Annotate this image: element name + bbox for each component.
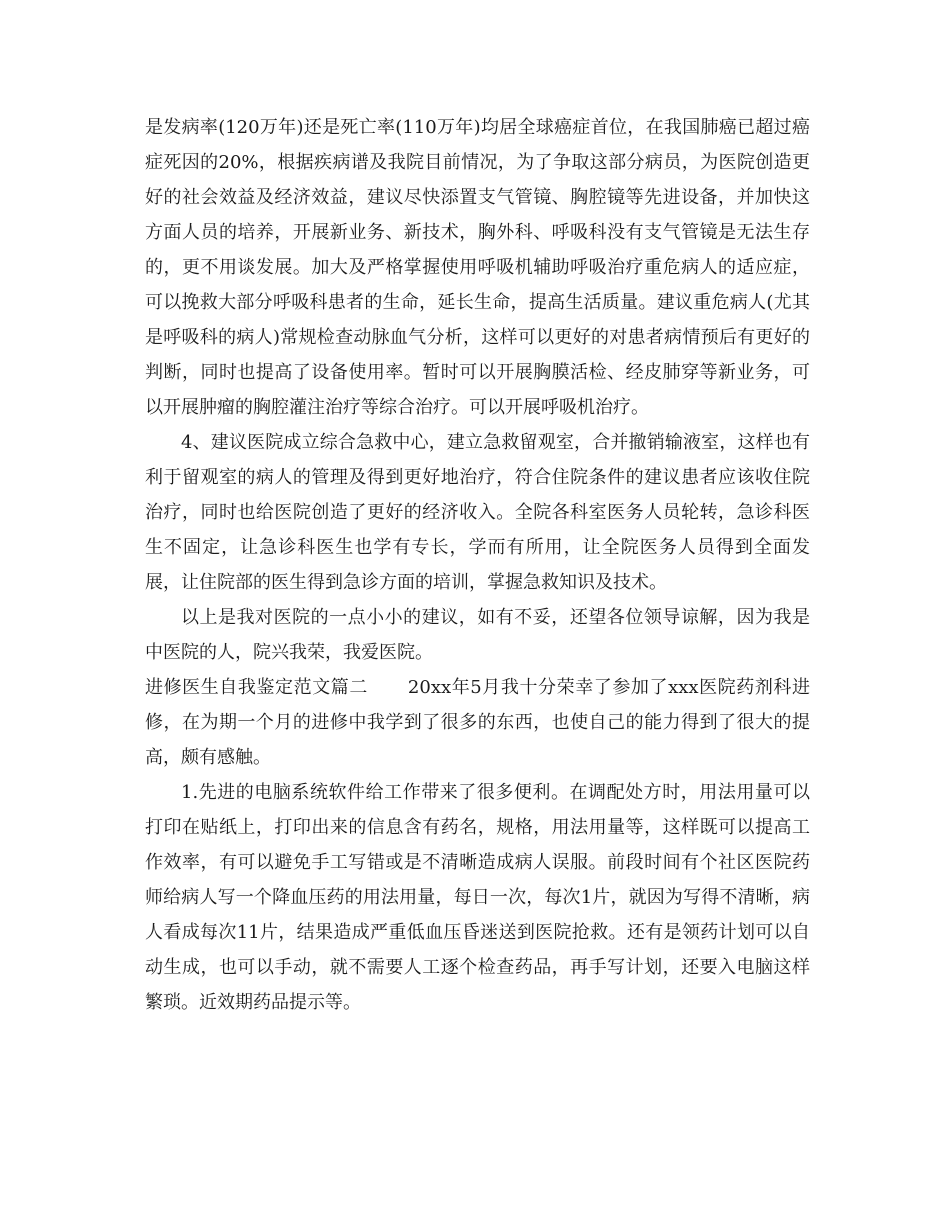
paragraph-internship-intro: 20xx年5月我十分荣幸了参加了xxx医院药剂科进修，在为期一个月的进修中我学到了很多的东西，也使自己的能力得到了很大的提高，颇有感触。 (145, 677, 810, 768)
section-heading-line (145, 670, 810, 775)
paragraph-emergency-center: 4、建议医院成立综合急救中心，建立急救留观室，合并撤销输液室，这样也有利于留观室的病人的管理及得到更好地治疗，符合住院条件的建议患者应该收住院治疗，同时也给医院创造了更好的经济收入。全院各科室医务人员轮转，急诊科医生不固定，让急诊科医生也学有专长，学而有所用，让全院医务人员得到全面发展，让住院部的医生得到急诊方面的培训，掌握急救知识及技术。 (145, 432, 810, 593)
document-page (145, 110, 810, 1020)
paragraph-conclusion: 以上是我对医院的一点小小的建议，如有不妥，还望各位领导谅解，因为我是中医院的人，院兴我荣，我爱医院。 (145, 607, 810, 663)
paragraph-lung-cancer-equipment: 是发病率(120万年)还是死亡率(110万年)均居全球癌症首位，在我国肺癌已超过癌症死因的20%，根据疾病谱及我院目前情况，为了争取这部分病员，为医院创造更好的社会效益及经济效益，建议尽快添置支气管镜、胸腔镜等先进设备，并加快这方面人员的培养，开展新业务、新技术，胸外科、呼吸科没有支气管镜是无法生存的，更不用谈发展。加大及严格掌握使用呼吸机辅助呼吸治疗重危病人的适应症，可以挽救大部分呼吸科患者的生命，延长生命，提高生活质量。建议重危病人(尤其是呼吸科的病人)常规检查动脉血气分析，这样可以更好的对患者病情预后有更好的判断，同时也提高了设备使用率。暂时可以开展胸膜活检、经皮肺穿等新业务，可以开展肿瘤的胸腔灌注治疗等综合治疗。可以开展呼吸机治疗。 (145, 117, 810, 418)
section-title: 进修医生自我鉴定范文篇二 (145, 677, 368, 698)
paragraph-computer-system: 1.先进的电脑系统软件给工作带来了很多便利。在调配处方时，用法用量可以打印在贴纸上，打印出来的信息含有药名，规格，用法用量等，这样既可以提高工作效率，有可以避免手工写错或是不清晰造成病人误服。前段时间有个社区医院药师给病人写一个降血压药的用法用量，每日一次，每次1片，就因为写得不清晰，病人看成每次11片，结果造成严重低血压昏迷送到医院抢救。还有是领药计划可以自动生成，也可以手动，就不需要人工逐个检查药品，再手写计划，还要入电脑这样繁琐。近效期药品提示等。 (145, 782, 810, 1013)
